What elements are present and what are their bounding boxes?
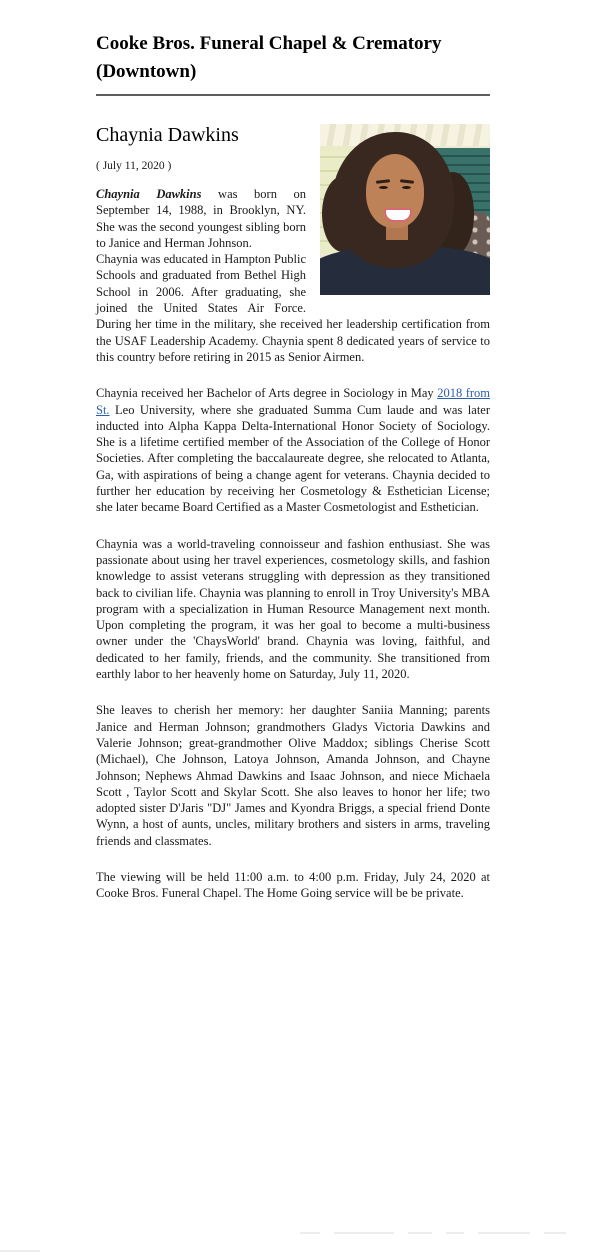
paragraph-survivors: She leaves to cherish her memory: her daughter Saniia Manning; parents Janice and Herman Johnson; grandmothers Gladys Victoria Dawkins and Valerie Johnson; great-grandmother Olive Maddox; siblings Cherise Scott (Michael), Che Johnson, Latoya Johnson, Amanda Johnson, and Chayne Johnson; Nephews Ahmad Dawkins and Isaac Johnson, and niece Michaela Scott , Taylor Scott and Skylar Scott. She also leaves to honor her life; two adopted sister D'Jaris "DJ" James and Kyondra Briggs, a special friend Donte Wynn, a host of aunts, uncles, military brothers and sisters in arms, traveling friends and classmates. — [96, 703, 490, 848]
title-divider — [96, 94, 490, 96]
death-date-line: ( July 11, 2020 ) — [96, 160, 172, 172]
date-link[interactable]: 2018 from St. — [96, 386, 490, 417]
deceased-name-inline: Chaynia Dawkins — [96, 187, 202, 201]
funeral-home-title: Cooke Bros. Funeral Chapel & Crematory (Downtown) — [96, 33, 442, 82]
paragraph-services: The viewing will be held 11:00 a.m. to 4:00 p.m. Friday, July 24, 2020 at Cooke Bros. Funeral Chapel. The Home Going service will be be private. — [96, 869, 490, 901]
paragraph-degree — [96, 385, 490, 515]
photo-smile — [384, 208, 412, 222]
paragraph-birth-text: was born on September 14, 1988, in Brooklyn, NY. She was the second youngest sibling born to Janice and Herman Johnson. — [96, 187, 307, 250]
portrait-photo — [320, 124, 490, 295]
paragraph-degree-after-link: Leo University, where she graduated Summa Cum laude and was later inducted into Alpha Kappa Delta-International Honor Society of Sociology. She is a lifetime certified member of the Association of the College of Honor Societies. After completing the baccalaureate degree, she relocated to Atlanta, Ga, with aspirations of being a change agent for veterans. Chaynia decided to further her education by receiving her Cosmetology & Esthetician License; she later became Board Certified as a Master Cosmetologist and Esthetician. — [96, 402, 490, 515]
photo-eye-right — [402, 186, 411, 189]
photo-eye-left — [379, 186, 388, 189]
paragraph-degree-before-link: Chaynia received her Bachelor of Arts degree in Sociology in May — [96, 386, 438, 401]
paragraph-education-military: Chaynia was educated in Hampton Public Schools and graduated from Bethel High School in 2006. After graduating, she joined the United States Air Force. During her time in the military, she received her leadership certification from the USAF Leadership Academy. Chaynia spent 8 dedicated years of service to this country before retiring in 2015 as Senior Airmen. — [96, 252, 490, 364]
deceased-name-heading: Chaynia Dawkins — [96, 124, 239, 146]
paragraph-life: Chaynia was a world-traveling connoisseur and fashion enthusiast. She was passionate about using her travel experiences, cosmetology skills, and fashion knowledge to assist veterans struggling with depression as they transitioned back to civilian life. Chaynia was planning to enroll in Troy University's MBA program with a specialization in Human Resource Management next month. Upon completing the program, it was her goal to become a multi-business owner under the 'ChaysWorld' brand. Chaynia was loving, faithful, and dedicated to her family, friends, and the community. She transitioned from earthly labor to her heavenly home on Saturday, July 11, 2020. — [96, 536, 490, 682]
